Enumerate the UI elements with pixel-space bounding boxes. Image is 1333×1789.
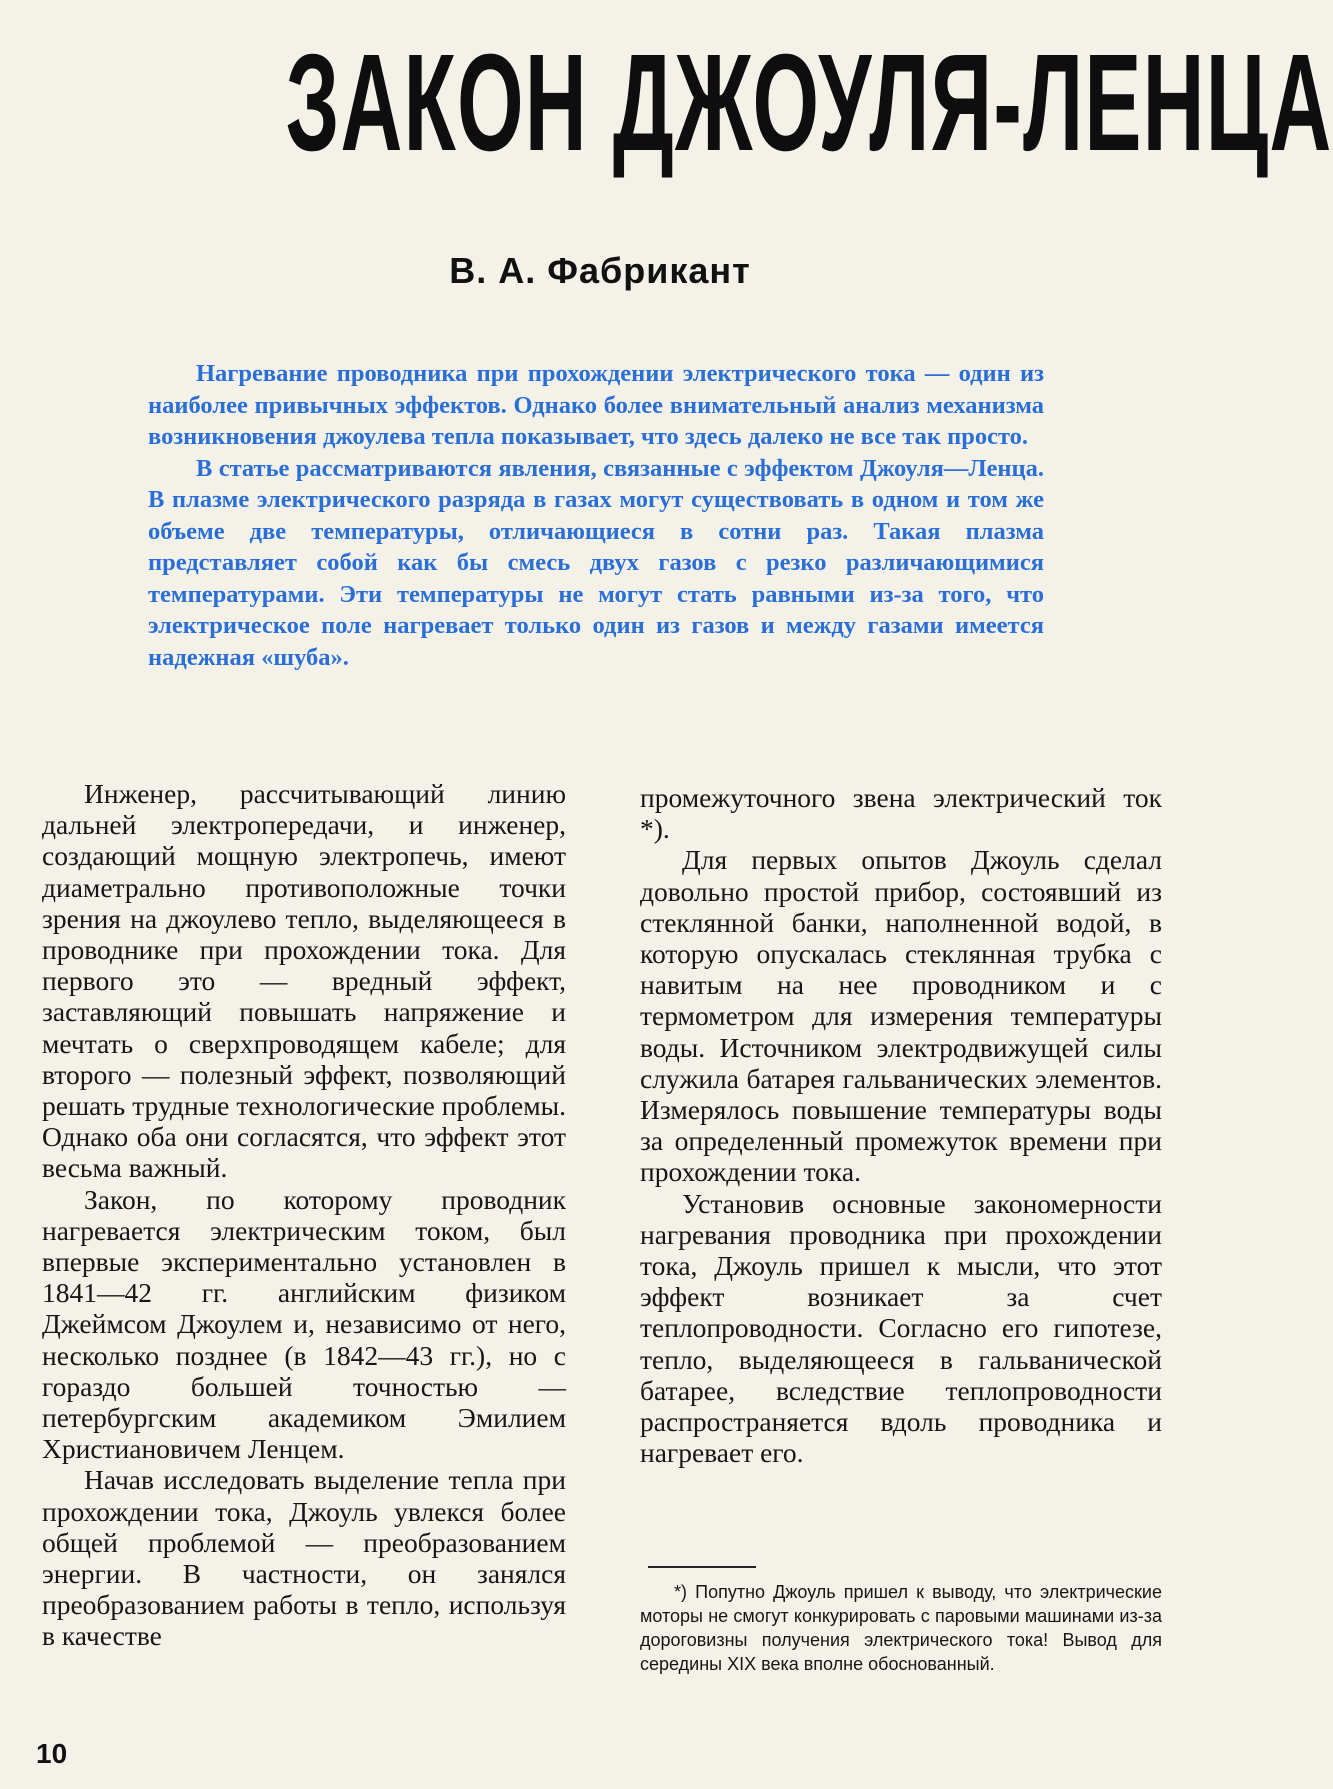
article-abstract	[148, 358, 1044, 673]
body-paragraph: Установив основные закономерности нагревания проводника при прохождении тока, Джоуль пришел к мысли, что этот эффект возникает за счет теплопроводности. Согласно его гипотезе, тепло, выделяющееся в гальванической батарее, вследствие теплопроводности распространяется вдоль проводника и нагревает его.	[640, 1187, 1162, 1469]
body-paragraph: Закон, по которому проводник нагревается электрическим током, был впервые экспериментально установлен в 1841—42 гг. английским физиком Джеймсом Джоулем и, независимо от него, несколько позднее (в 1842—43 гг.), но с гораздо большей точностью — петербургским академиком Эмилием Христиановичем Ленцем.	[42, 1183, 566, 1465]
article-title: ЗАКОН ДЖОУЛЯ-ЛЕНЦА	[285, 26, 1333, 180]
body-paragraph: Для первых опытов Джоуль сделал довольно простой прибор, состоявший из стеклянной банки, наполненной водой, в которую опускалась стеклянная трубка с навитым на нее проводником и с термометром для измерения температуры воды. Источником электродвижущей силы служила батарея гальванических элементов. Измерялось повышение температуры воды за определенный промежуток времени при прохождении тока.	[640, 844, 1162, 1188]
footnote-divider	[648, 1566, 756, 1568]
body-paragraph-continuation: промежуточного звена электрический ток *).	[640, 782, 1162, 845]
body-paragraph: Начав исследовать выделение тепла при прохождении тока, Джоуль увлекся более общей проблемой — преобразованием энергии. В частности, он занялся преобразованием работы в тепло, используя в качестве	[42, 1464, 566, 1652]
body-column-left	[42, 778, 566, 1652]
footnote	[640, 1580, 1162, 1676]
page-number: 10	[36, 1738, 68, 1769]
abstract-paragraph: В статье рассматриваются явления, связанные с эффектом Джоуля—Ленца. В плазме электрического разряда в газах могут существовать в одном и том же объеме две температуры, отличающиеся в сотни раз. Такая плазма представляет собой как бы смесь двух газов с резко различающимися температурами. Эти температуры не могут стать равными из-за того, что электрическое поле нагревает только один из газов и между газами имеется надежная «шуба».	[148, 454, 1044, 671]
abstract-paragraph: Нагревание проводника при прохождении электрического тока — один из наиболее привычных эффектов. Однако более внимательный анализ механизма возникновения джоулева тепла показывает, что здесь далеко не все так просто.	[148, 360, 1044, 450]
body-column-right	[640, 782, 1162, 1468]
footnote-text: *) Попутно Джоуль пришел к выводу, что электрические моторы не смогут конкурировать с паровыми машинами из-за дороговизны получения электрического тока! Вывод для середины XIX века вполне обоснованный.	[640, 1582, 1162, 1674]
body-paragraph: Инженер, рассчитывающий линию дальней электропередачи, и инженер, создающий мощную электропечь, имеют диаметрально противоположные точки зрения на джоулево тепло, выделяющееся в проводнике при прохождении тока. Для первого это — вредный эффект, заставляющий повышать напряжение и мечтать о сверхпроводящем кабеле; для второго — полезный эффект, позволяющий решать трудные технологические проблемы. Однако оба они согласятся, что эффект этот весьма важный.	[42, 778, 566, 1184]
article-author: В. А. Фабрикант	[449, 250, 751, 291]
